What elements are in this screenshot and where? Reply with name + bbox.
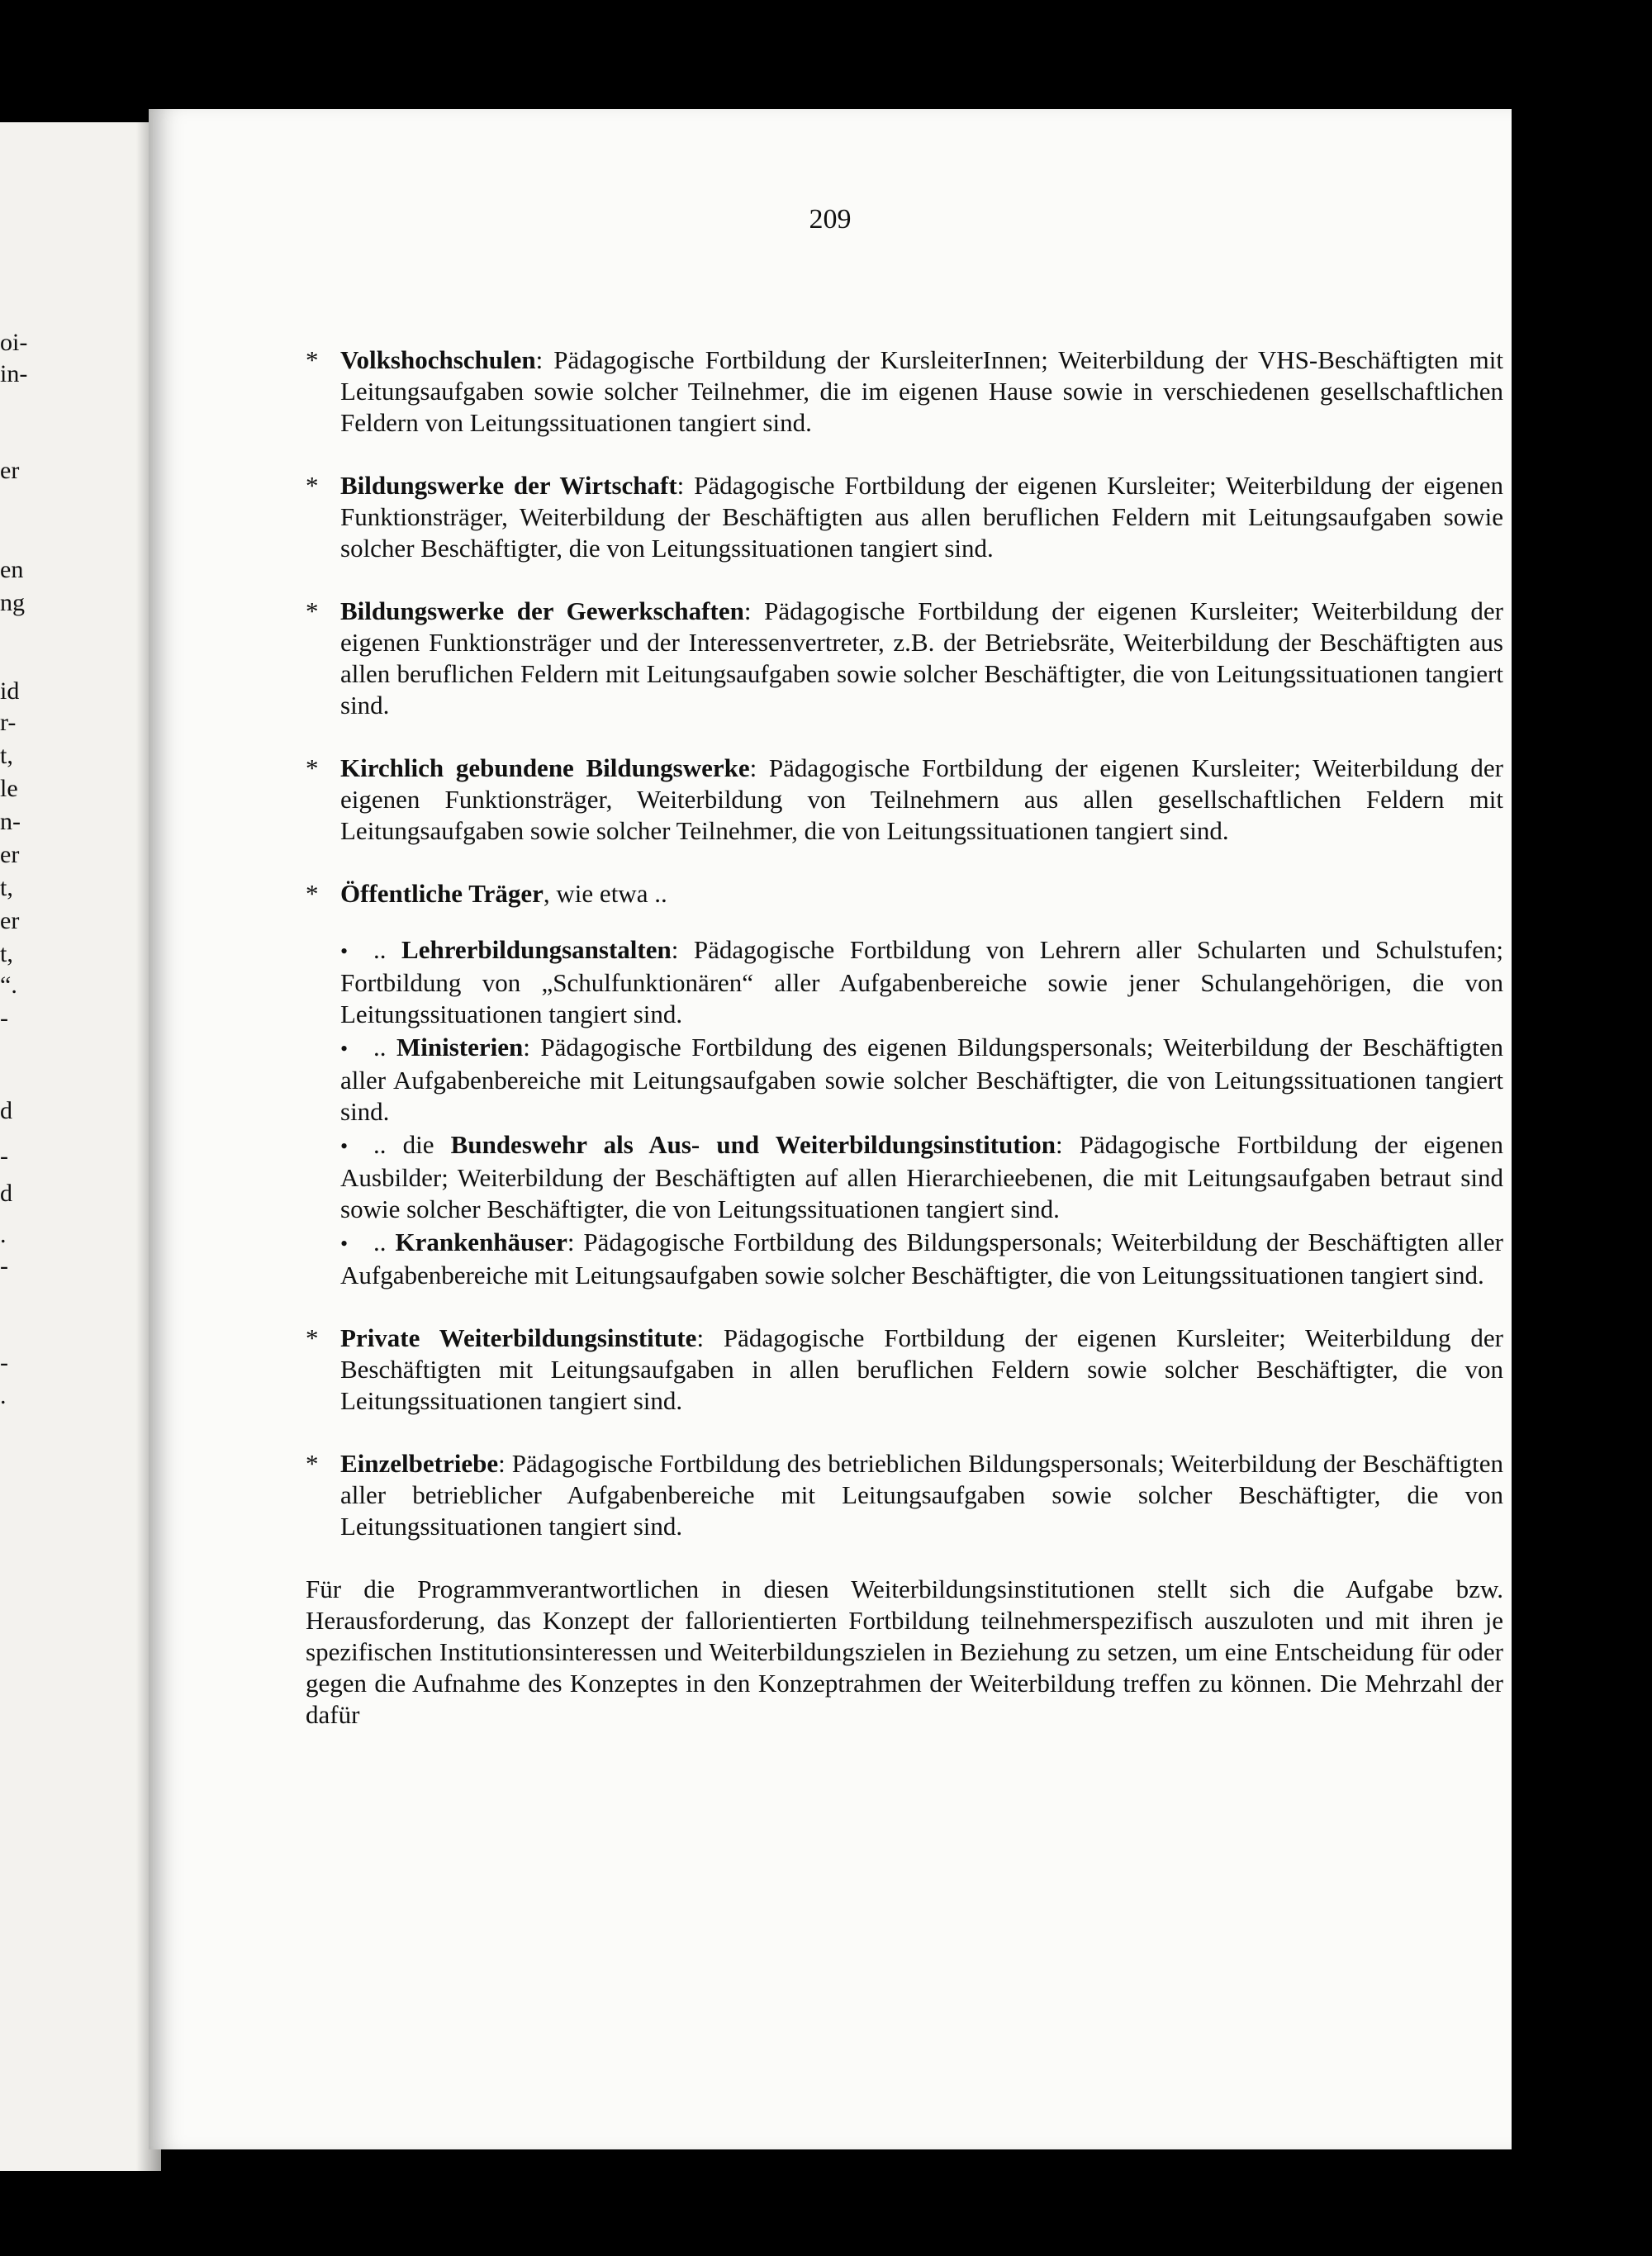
left-fragment: r- bbox=[0, 709, 17, 736]
bullet-marker: • bbox=[340, 1232, 349, 1256]
item-title: Bildungswerke der Wirtschaft bbox=[340, 471, 677, 500]
sub-item-title: Ministerien bbox=[396, 1033, 524, 1062]
left-fragment: en bbox=[0, 556, 24, 583]
sub-item-title: Lehrerbildungsanstalten bbox=[401, 935, 672, 964]
sub-item-text: : Pädagogische Fortbildung des Bildungspersonals; Weiterbildung der Beschäftigten aller Aufgabenbereiche mit Leitungsaufgaben sowie solcher Beschäftigter, die von Leitungssituationen tangiert sind. bbox=[340, 1228, 1503, 1289]
bullet-marker: • bbox=[340, 939, 349, 963]
left-page bbox=[0, 122, 161, 2171]
sub-item-prefix: .. bbox=[373, 1228, 396, 1256]
item-text: : Pädagogische Fortbildung der eigenen Kursleiter; Weiterbildung der eigenen Funktionsträger, Weiterbildung von Teilnehmern aus allen gesellschaftlichen Feldern mit Leitungsaufgaben sowie solcher Teilnehmer, die von Leitungssituationen tangiert sind. bbox=[340, 753, 1504, 845]
left-fragment: - bbox=[0, 1349, 8, 1376]
list-item bbox=[306, 753, 1503, 847]
left-fragment: er bbox=[0, 841, 20, 868]
left-fragment: - bbox=[0, 1142, 8, 1170]
list-item bbox=[306, 1448, 1503, 1542]
sub-list-item bbox=[340, 1227, 1503, 1291]
sub-item-text: : Pädagogische Fortbildung des eigenen Bildungspersonals; Weiterbildung der Beschäftigten aller Aufgabenbereiche mit Leitungsaufgaben sowie solcher Beschäftigter, die von Leitungssituationen tangiert sind. bbox=[340, 1033, 1503, 1126]
sub-list-item bbox=[340, 1129, 1503, 1225]
left-fragment: oi- bbox=[0, 329, 28, 356]
asterisk-marker: * bbox=[306, 1323, 319, 1352]
left-fragment: . bbox=[0, 1382, 7, 1409]
left-fragment: “. bbox=[0, 971, 17, 999]
sub-item-text: : Pädagogische Fortbildung von Lehrern aller Schularten und Schulstufen; Fortbildung von „Schulfunktionären“ aller Aufgabenbereiche sowie jener Schulangehörigen, die von Leitungssituationen tangiert sind. bbox=[340, 935, 1503, 1028]
list-item bbox=[306, 344, 1503, 439]
left-fragment: er bbox=[0, 457, 20, 484]
sub-item-prefix: .. bbox=[373, 935, 402, 964]
left-fragment: d bbox=[0, 1097, 12, 1124]
asterisk-marker: * bbox=[306, 1449, 319, 1478]
item-title: Kirchlich gebundene Bildungswerke bbox=[340, 753, 750, 782]
item-text: : Pädagogische Fortbildung des betrieblichen Bildungspersonals; Weiterbildung der Beschäftigten aller betrieblicher Aufgabenbereiche mit Leitungsaufgaben sowie solcher Beschäftigter, die von Leitungssituationen tangiert sind. bbox=[340, 1449, 1503, 1541]
sub-item-prefix: .. bbox=[373, 1033, 396, 1062]
asterisk-marker: * bbox=[306, 596, 319, 625]
item-text: : Pädagogische Fortbildung der eigenen Kursleiter; Weiterbildung der eigenen Funktionsträger und der Interessenvertreter, z.B. der Betriebsräte, Weiterbildung der Beschäftigten aus allen beruflichen Feldern mit Leitungsaufgaben sowie solcher Beschäftigter, die von Leitungssituationen tangiert sind. bbox=[340, 596, 1503, 720]
list-item bbox=[306, 470, 1503, 564]
asterisk-marker: * bbox=[306, 471, 319, 500]
item-text: : Pädagogische Fortbildung der KursleiterInnen; Weiterbildung der VHS-Beschäftigten mit Leitungsaufgaben sowie solcher Teilnehmer, die im eigenen Hause sowie in verschiedenen gesellschaftlichen Feldern von Leitungssituationen tangiert sind. bbox=[340, 345, 1503, 437]
right-page bbox=[149, 109, 1512, 2149]
left-fragment: in- bbox=[0, 360, 28, 387]
asterisk-marker: * bbox=[306, 753, 319, 782]
page-content bbox=[306, 344, 1503, 1756]
asterisk-marker: * bbox=[306, 345, 319, 374]
sub-item-prefix: .. die bbox=[373, 1130, 451, 1159]
bullet-marker: • bbox=[340, 1134, 349, 1158]
list-item bbox=[306, 1323, 1503, 1417]
item-title: Private Weiterbildungsinstitute bbox=[340, 1323, 697, 1352]
item-title: Einzelbetriebe bbox=[340, 1449, 499, 1478]
page-number: 209 bbox=[809, 204, 852, 235]
left-fragment: - bbox=[0, 1252, 8, 1280]
left-fragment: n- bbox=[0, 808, 21, 835]
left-fragment: d bbox=[0, 1180, 12, 1207]
list-item bbox=[306, 596, 1503, 721]
left-fragment: . bbox=[0, 1221, 7, 1248]
closing-paragraph: Für die Programmverantwortlichen in diesen Weiterbildungsinstitutionen stellt sich die Aufgabe bzw. Herausforderung, das Konzept der fallorientierten Fortbildung teilnehmerspezifisch auszuloten und mit ihren je spezifischen Institutionsinteressen und Weiterbildungszielen in Beziehung zu setzen, um eine Entscheidung für oder gegen die Aufnahme des Konzeptes in den Konzeptrahmen der Weiterbildung treffen zu können. Die Mehrzahl der dafür bbox=[306, 1574, 1503, 1729]
left-fragment: le bbox=[0, 775, 18, 802]
left-fragment: t, bbox=[0, 940, 13, 967]
sub-list bbox=[340, 934, 1503, 1291]
left-fragment: ng bbox=[0, 589, 25, 616]
sub-item-title: Krankenhäuser bbox=[395, 1228, 567, 1256]
left-fragment: - bbox=[0, 1005, 8, 1032]
sub-item-text: : Pädagogische Fortbildung der eigenen Ausbilder; Weiterbildung der Beschäftigten auf allen Hierarchieebenen, die mit Leitungsaufgaben betraut sind sowie solcher Beschäftigter, die von Leitungssituationen tangiert sind. bbox=[340, 1130, 1504, 1223]
sub-item-title: Bundeswehr als Aus- und Weiterbildungsinstitution bbox=[450, 1130, 1056, 1159]
left-fragment: id bbox=[0, 677, 20, 705]
item-title: Volkshochschulen bbox=[340, 345, 536, 374]
item-text: , wie etwa .. bbox=[543, 879, 667, 908]
sub-list-item bbox=[340, 934, 1503, 1030]
item-text: : Pädagogische Fortbildung der eigenen Kursleiter; Weiterbildung der Beschäftigten mit Leitungsaufgaben in allen beruflichen Feldern sowie solcher Beschäftigter, die von Leitungssituationen tangiert sind. bbox=[340, 1323, 1503, 1415]
left-fragment: er bbox=[0, 907, 20, 934]
bullet-marker: • bbox=[340, 1037, 349, 1061]
left-fragment: t, bbox=[0, 742, 13, 769]
sub-list-item bbox=[340, 1032, 1503, 1128]
left-fragment: t, bbox=[0, 874, 13, 901]
item-title: Bildungswerke der Gewerkschaften bbox=[340, 596, 744, 625]
list-item bbox=[306, 878, 1503, 910]
item-title: Öffentliche Träger bbox=[340, 879, 544, 908]
asterisk-marker: * bbox=[306, 879, 319, 908]
item-text: : Pädagogische Fortbildung der eigenen Kursleiter; Weiterbildung der eigenen Funktionsträger, Weiterbildung der Beschäftigten aus allen beruflichen Feldern mit Leitungsaufgaben sowie solcher Beschäftigter, die von Leitungssituationen tangiert sind. bbox=[340, 471, 1503, 563]
